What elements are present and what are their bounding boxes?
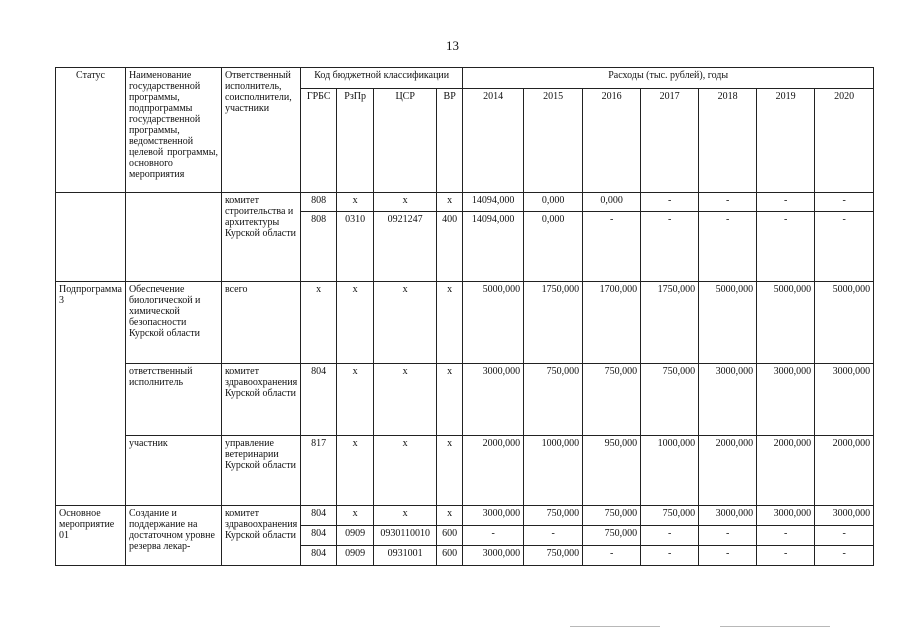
header-rzpr: РзПр	[337, 89, 374, 193]
value-cell: -	[583, 212, 641, 282]
name-cell: Обеспечение биологической и химической безопасности Курской области	[125, 282, 221, 364]
value-cell: -	[583, 546, 641, 566]
value-cell: 2000,000	[699, 436, 757, 506]
value-cell: 950,000	[583, 436, 641, 506]
table-row	[56, 364, 874, 436]
value-cell: -	[757, 212, 815, 282]
rzpr-cell: х	[337, 364, 374, 436]
value-cell: 1750,000	[641, 282, 699, 364]
value-cell: -	[699, 526, 757, 546]
rzpr-cell: х	[337, 193, 374, 212]
value-cell: 1700,000	[583, 282, 641, 364]
value-cell: 2000,000	[815, 436, 874, 506]
value-cell: 750,000	[524, 506, 583, 526]
executor-cell: комитет строительства и архитектуры Курской области	[221, 193, 300, 282]
grbs-cell: 804	[301, 546, 337, 566]
header-year: 2019	[757, 89, 815, 193]
executor-cell: управление ветеринарии Курской области	[221, 436, 300, 506]
value-cell: 0,000	[524, 193, 583, 212]
rzpr-cell: х	[337, 506, 374, 526]
value-cell: 5000,000	[699, 282, 757, 364]
header-year: 2020	[815, 89, 874, 193]
name-cell: Создание и поддержание на достаточном уровне резерва лекар-	[125, 506, 221, 566]
value-cell: 750,000	[524, 364, 583, 436]
vr-cell: х	[437, 506, 463, 526]
table-row	[56, 193, 874, 212]
value-cell: -	[815, 193, 874, 212]
status-cell	[56, 193, 126, 282]
header-name: Наименование государственной программы, подпрограммы государственной программы, ведомственной целевой программы, основного мероприятия	[125, 68, 221, 193]
vr-cell: х	[437, 436, 463, 506]
table-row	[56, 282, 874, 364]
csr-cell: х	[374, 506, 437, 526]
value-cell: -	[815, 546, 874, 566]
header-status: Статус	[56, 68, 126, 193]
value-cell: 3000,000	[757, 364, 815, 436]
vr-cell: х	[437, 282, 463, 364]
csr-cell: 0931001	[374, 546, 437, 566]
csr-cell: х	[374, 282, 437, 364]
value-cell: -	[757, 193, 815, 212]
value-cell: 2000,000	[463, 436, 524, 506]
csr-cell: 0921247	[374, 212, 437, 282]
value-cell: 3000,000	[463, 546, 524, 566]
value-cell: 5000,000	[463, 282, 524, 364]
value-cell: 3000,000	[815, 506, 874, 526]
value-cell: -	[699, 193, 757, 212]
value-cell: -	[815, 526, 874, 546]
value-cell: 750,000	[583, 506, 641, 526]
value-cell: 5000,000	[815, 282, 874, 364]
csr-cell: х	[374, 193, 437, 212]
header-year: 2017	[641, 89, 699, 193]
header-year: 2015	[524, 89, 583, 193]
header-year: 2018	[699, 89, 757, 193]
rzpr-cell: 0909	[337, 526, 374, 546]
value-cell: 2000,000	[757, 436, 815, 506]
name-cell: участник	[125, 436, 221, 506]
rzpr-cell: х	[337, 436, 374, 506]
grbs-cell: 808	[301, 193, 337, 212]
value-cell: 3000,000	[815, 364, 874, 436]
header-budget-code-group: Код бюджетной классификации	[301, 68, 463, 89]
header-year: 2014	[463, 89, 524, 193]
value-cell: 1000,000	[641, 436, 699, 506]
rzpr-cell: х	[337, 282, 374, 364]
csr-cell: х	[374, 364, 437, 436]
value-cell: -	[757, 526, 815, 546]
value-cell: 1750,000	[524, 282, 583, 364]
executor-cell: комитет здравоохранения Курской области	[221, 506, 300, 566]
page-number: 13	[446, 38, 459, 53]
scan-artifact	[570, 626, 660, 627]
value-cell: -	[524, 526, 583, 546]
value-cell: 3000,000	[757, 506, 815, 526]
value-cell: 5000,000	[757, 282, 815, 364]
header-vr: ВР	[437, 89, 463, 193]
value-cell: 750,000	[641, 506, 699, 526]
value-cell: -	[757, 546, 815, 566]
vr-cell: х	[437, 193, 463, 212]
executor-cell: комитет здравоохранения Курской области	[221, 364, 300, 436]
value-cell: -	[463, 526, 524, 546]
value-cell: -	[641, 546, 699, 566]
budget-table	[55, 67, 874, 566]
value-cell: 1000,000	[524, 436, 583, 506]
csr-cell: х	[374, 436, 437, 506]
value-cell: 750,000	[583, 364, 641, 436]
status-cell: Основное мероприятие 01	[56, 506, 126, 566]
header-executor: Ответственный исполнитель, соисполнители, участники	[221, 68, 300, 193]
grbs-cell: 808	[301, 212, 337, 282]
grbs-cell: 804	[301, 506, 337, 526]
value-cell: 14094,000	[463, 193, 524, 212]
grbs-cell: х	[301, 282, 337, 364]
rzpr-cell: 0310	[337, 212, 374, 282]
value-cell: 750,000	[524, 546, 583, 566]
name-cell	[125, 193, 221, 282]
value-cell: -	[641, 526, 699, 546]
value-cell: 750,000	[583, 526, 641, 546]
value-cell: 3000,000	[463, 364, 524, 436]
grbs-cell: 817	[301, 436, 337, 506]
value-cell: -	[641, 193, 699, 212]
value-cell: -	[699, 212, 757, 282]
header-spending-group: Расходы (тыс. рублей), годы	[463, 68, 874, 89]
value-cell: 750,000	[641, 364, 699, 436]
csr-cell: 0930110010	[374, 526, 437, 546]
value-cell: 3000,000	[699, 506, 757, 526]
value-cell: -	[699, 546, 757, 566]
value-cell: 14094,000	[463, 212, 524, 282]
vr-cell: 600	[437, 546, 463, 566]
rzpr-cell: 0909	[337, 546, 374, 566]
table-row	[56, 436, 874, 506]
table-row	[56, 506, 874, 526]
status-cell: Подпрограмма 3	[56, 282, 126, 506]
name-cell: ответственный исполнитель	[125, 364, 221, 436]
value-cell: -	[815, 212, 874, 282]
grbs-cell: 804	[301, 526, 337, 546]
value-cell: 3000,000	[463, 506, 524, 526]
header-year: 2016	[583, 89, 641, 193]
vr-cell: 400	[437, 212, 463, 282]
header-csr: ЦСР	[374, 89, 437, 193]
vr-cell: х	[437, 364, 463, 436]
scan-artifact	[720, 626, 830, 627]
value-cell: 0,000	[524, 212, 583, 282]
grbs-cell: 804	[301, 364, 337, 436]
executor-cell: всего	[221, 282, 300, 364]
value-cell: 0,000	[583, 193, 641, 212]
vr-cell: 600	[437, 526, 463, 546]
header-grbs: ГРБС	[301, 89, 337, 193]
value-cell: -	[641, 212, 699, 282]
value-cell: 3000,000	[699, 364, 757, 436]
